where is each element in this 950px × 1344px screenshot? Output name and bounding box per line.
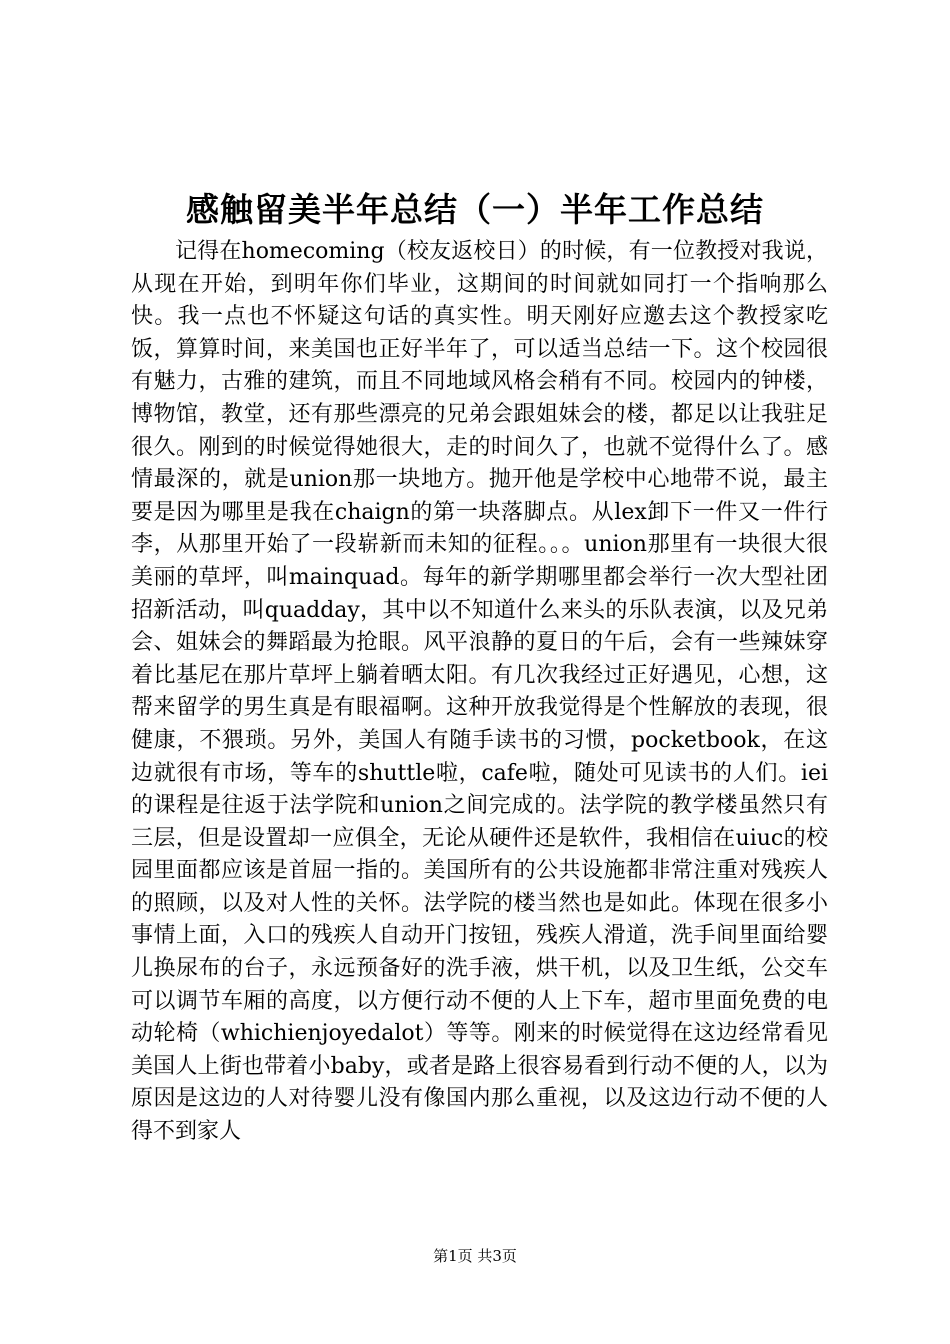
document-body-paragraph: 记得在homecoming（校友返校日）的时候，有一位教授对我说，从现在开始，到明年你们毕业，这期间的时间就如同打一个指响那么快。我一点也不怀疑这句话的真实性。明天刚好应邀去这个教授家吃饭，算算时间，来美国也正好半年了，可以适当总结一下。这个校园很有魅力，古雅的建筑，而且不同地域风格会稍有不同。校园内的钟楼，博物馆，教堂，还有那些漂亮的兄弟会跟姐妹会的楼，都足以让我驻足很久。刚到的时候觉得她很大，走的时间久了，也就不觉得什么了。感情最深的，就是union那一块地方。抛开他是学校中心地带不说，最主要是因为哪里是我在chaign的第一块落脚点。从lex卸下一件又一件行李，从那里开始了一段崭新而未知的征程。。。union那里有一块很大很美丽的草坪，叫mainquad。每年的新学期哪里都会举行一次大型社团招新活动，叫quadday，其中以不知道什么来头的乐队表演，以及兄弟会、姐妹会的舞蹈最为抢眼。风平浪静的夏日的午后，会有一些辣妹穿着比基尼在那片草坪上躺着晒太阳。有几次我经过正好遇见，心想，这帮来留学的男生真是有眼福啊。这种开放我觉得是个性解放的表现，很健康，不猥琐。另外，美国人有随手读书的习惯，pocketbook，在这边就很有市场，等车的shuttle啦，cafe啦，随处可见读书的人们。iei的课程是往返于法学院和union之间完成的。法学院的教学楼虽然只有三层，但是设置却一应俱全，无论从硬件还是软件，我相信在uiuc的校园里面都应该是首屈一指的。美国所有的公共设施都非常注重对残疾人的照顾，以及对人性的关怀。法学院的楼当然也是如此。体现在很多小事情上面，入口的残疾人自动开门按钮，残疾人滑道，洗手间里面给婴儿换尿布的台子，永远预备好的洗手液，烘干机，以及卫生纸，公交车可以调节车厢的高度，以方便行动不便的人上下车，超市里面免费的电动轮椅（whichienjoyedalot）等等。刚来的时候觉得在这边经常看见美国人上街也带着小baby，或者是路上很容易看到行动不便的人，以为原因是这边的人对待婴儿没有像国内那么重视，以及这边行动不便的人得不到家人 bbox=[131, 239, 828, 1145]
document-title: 感触留美半年总结（一）半年工作总结 bbox=[186, 190, 764, 229]
page-number-footer: 第1页 共3页 bbox=[433, 1247, 517, 1265]
